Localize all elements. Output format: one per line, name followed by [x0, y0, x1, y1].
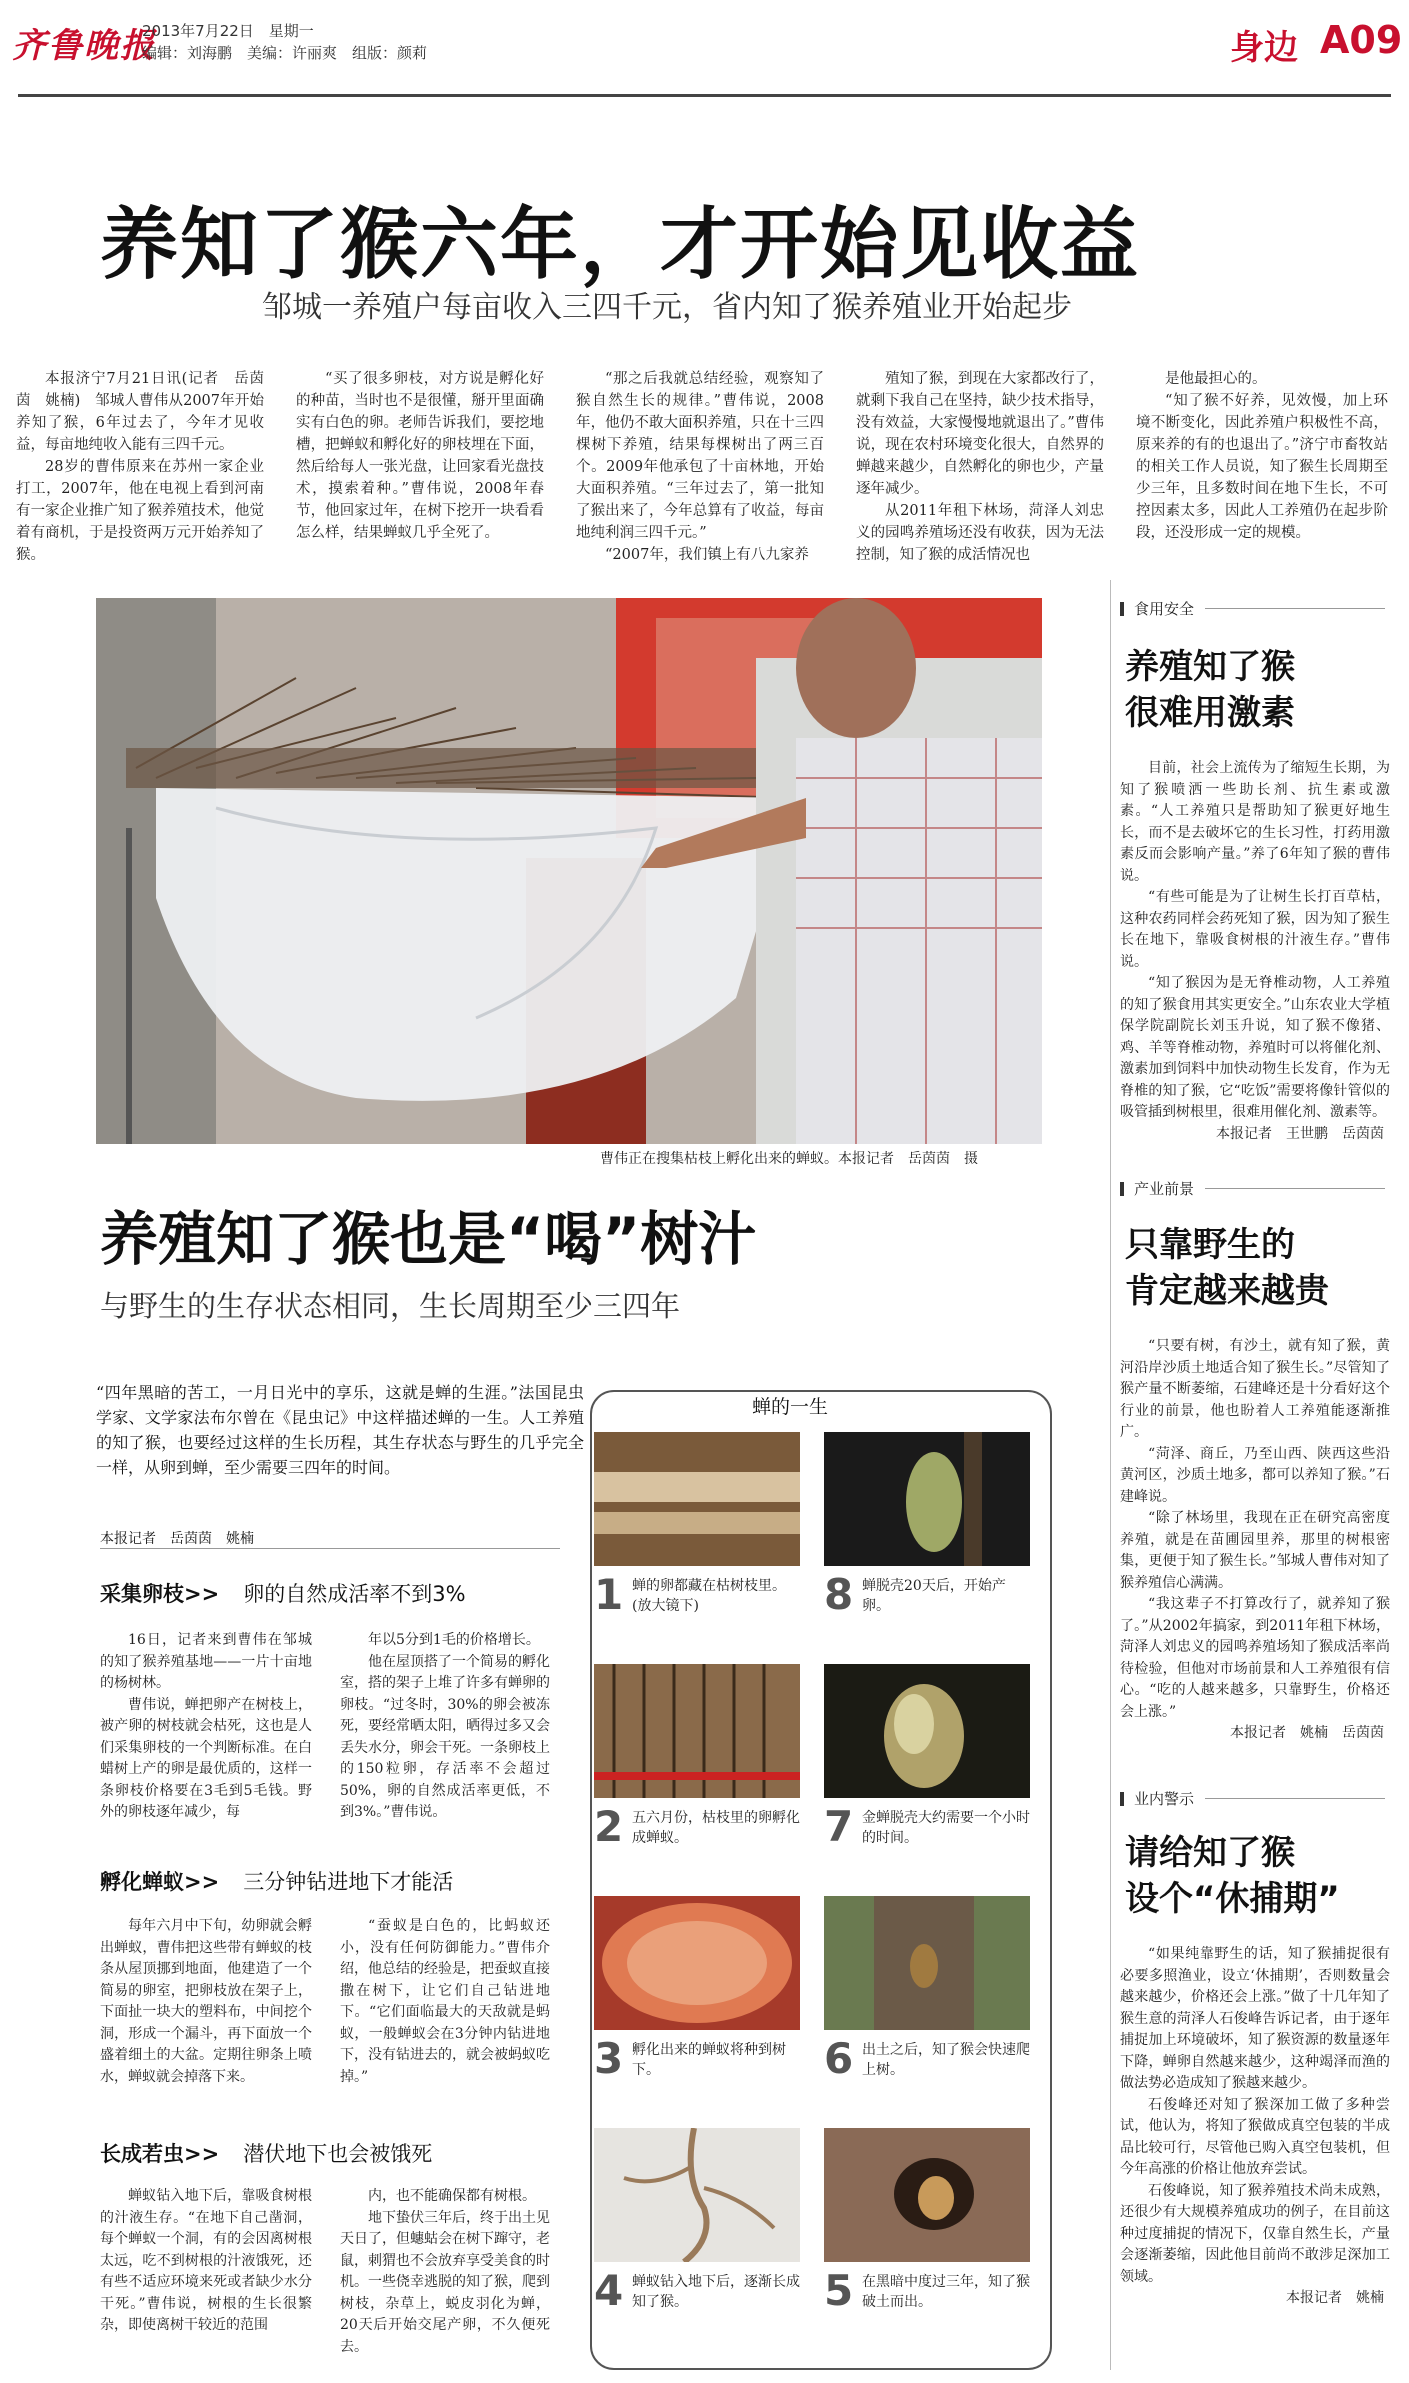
sec1-right — [340, 1630, 550, 1824]
main-col-5 — [1136, 368, 1388, 544]
step-photo — [594, 1896, 800, 2030]
sec1-left — [100, 1630, 312, 1824]
paragraph: “除了林场里，我现在正在研究高密度养殖，就是在苗圃园里养，那里的树根密集，更便于知了猴生长。”邹城人曹伟对知了猴养殖信心满满。 — [1120, 1510, 1390, 1591]
paragraph: 28岁的曹伟原来在苏州一家企业打工，2007年，他在电视上看到河南有一家企业推广知了猴养殖技术，他觉着有商机，于是投资两万元开始养知了猴。 — [16, 459, 264, 563]
paragraph: 曹伟说，蝉把卵产在树枝上，被产卵的树枝就会枯死，这也是人们采集卵枝的一个判断标准。在白蜡树上产的卵是最优质的，这样一条卵枝价格要在3毛到5毛钱。野外的卵枝逐年减少，每 — [100, 1696, 312, 1820]
divider — [1205, 608, 1385, 609]
sidebar-headline: 只靠野生的 肯定越来越贵 — [1125, 1225, 1329, 1311]
main-col-4 — [856, 368, 1104, 566]
step-photo — [824, 2128, 1030, 2262]
paragraph: 石俊峰说，知了猴养殖技术尚未成熟，还很少有大规模养殖成功的例子，在目前这种过度捕捉的情况下，仅靠自然生长，产量会逐渐萎缩，因此他目前尚不敢涉足深加工领域。 — [1120, 2182, 1390, 2285]
step-number: 3 — [594, 2034, 624, 2083]
section-head-1 — [100, 1578, 466, 1608]
main-headline: 养知了猴六年，才开始见收益 — [100, 200, 1141, 290]
step-text: 金蝉脱壳大约需要一个小时的时间。 — [862, 1810, 1030, 1846]
step-text: 五六月份，枯枝里的卵孵化成蝉蚁。 — [632, 1810, 800, 1846]
lifecycle-step — [594, 1896, 800, 2098]
paragraph: 蝉蚁钻入地下后，靠吸食树根的汁液生存。“在地下自己凿洞，每个蝉蚁一个洞，有的会因离树根太远，吃不到树根的汁液饿死，还有些不适应环境来死或者缺少水分干死。”曹伟说，树根的生长很繁杂，即使离树干较近的范围 — [100, 2188, 312, 2333]
sec2-right — [340, 1916, 550, 2088]
paragraph: “菏泽、商丘，乃至山西、陕西这些沿黄河区，沙质土地多，都可以养知了猴。”石建峰说。 — [1120, 1445, 1390, 1505]
sec3-left — [100, 2186, 312, 2337]
second-lead: “四年黑暗的苦工，一月日光中的享乐，这就是蝉的生涯。”法国昆虫学家、文学家法布尔曾在《昆虫记》中这样描述蝉的一生。人工养殖的知了猴，也要经过这样的生长历程，其生存状态与野生的几乎完全一样，从卵到蝉，至少需要三四年的时间。 — [96, 1383, 584, 1477]
step-text: 蝉的卵都藏在枯树枝里。(放大镜下) — [632, 1578, 786, 1614]
paragraph: 他在屋顶搭了一个简易的孵化室，搭的架子上堆了许多有蝉卵的卵枝。“过冬时，30%的卵会被冻死，要经常晒太阳，晒得过多又会丢失水分，卵会干死。一条卵枝上的150粒卵，存活率不会超过50%，卵的自然成活率更低，不到3%。”曹伟说。 — [340, 1653, 550, 1820]
main-photo — [96, 598, 1042, 1144]
paragraph: 石俊峰还对知了猴深加工做了多种尝试，他认为，将知了猴做成真空包装的半成品比较可行，尽管他已购入真空包装机，但今年高涨的价格让他放弃尝试。 — [1120, 2096, 1390, 2177]
sidebar-headline: 请给知了猴 设个“休捕期” — [1125, 1833, 1340, 1919]
step-number: 5 — [824, 2266, 854, 2315]
step-photo — [824, 1432, 1030, 1566]
photo-caption: 曹伟正在搜集枯枝上孵化出来的蝉蚁。本报记者 岳茵茵 摄 — [600, 1151, 978, 1167]
divider — [1205, 1188, 1385, 1189]
section-name: 身边 — [1230, 28, 1298, 68]
sidebar-article-3 — [1120, 1944, 1390, 2310]
paragraph: 目前，社会上流传为了缩短生长期，为知了猴喷洒一些助长剂、抗生素或激素。“人工养殖只是帮助知了猴更好地生长，而不是去破坏它的生长习性，打药用激素反而会影响产量。”养了6年知了猴的曹伟说。 — [1120, 760, 1390, 884]
lifecycle-step — [594, 1432, 800, 1634]
main-col-1 — [16, 368, 264, 566]
second-subhead: 与野生的生存状态相同，生长周期至少三四年 — [100, 1289, 681, 1323]
section-title: 三分钟钻进地下才能活 — [243, 1870, 454, 1894]
paragraph: 从2011年租下林场，菏泽人刘忠义的园鸣养殖场还没有收获，因为无法控制，知了猴的成活情况也 — [856, 503, 1104, 563]
step-number: 8 — [824, 1570, 854, 1619]
sidebar-byline: 本报记者 姚楠 — [1286, 2290, 1384, 2306]
step-number: 6 — [824, 2034, 854, 2083]
paragraph: “有些可能是为了让树生长打百草枯，这种农药同样会药死知了猴，因为知了猴生长在地下，靠吸食树根的汁液生存。”曹伟说。 — [1120, 889, 1390, 970]
main-col-2 — [296, 368, 544, 544]
step-photo — [594, 1664, 800, 1798]
divider — [100, 1548, 560, 1549]
second-byline: 本报记者 岳茵茵 姚楠 — [100, 1528, 260, 1548]
paragraph: 地下蛰伏三年后，终于出土见天日了，但蟪蛄会在树下蹿守，老鼠，刺猬也不会放弃享受美食的时机。一些侥幸逃脱的知了猴，爬到树枝，杂草上，蜕皮羽化为蝉，20天后开始交尾产卵，不久便死去。 — [340, 2209, 550, 2355]
main-subhead: 邹城一养殖户每亩收入三四千元，省内知了猴养殖业开始起步 — [262, 290, 1072, 325]
lifecycle-step — [824, 1896, 1030, 2098]
section-key: 孵化蝉蚁>> — [100, 1870, 220, 1894]
step-photo — [824, 1896, 1030, 2030]
issue-date: 2013年7月22日 星期一 — [142, 22, 314, 40]
sidebar-tag: 产业前景 — [1120, 1178, 1194, 1199]
section-head-3 — [100, 2138, 432, 2168]
step-text: 蝉蚁钻入地下后，逐渐长成知了猴。 — [632, 2274, 800, 2310]
sidebar-article-1 — [1120, 758, 1390, 1145]
sidebar-byline: 本报记者 姚楠 岳茵茵 — [1230, 1725, 1384, 1741]
paragraph: “2007年，我们镇上有八九家养 — [605, 547, 809, 563]
paragraph: 本报济宁7月21日讯(记者 岳茵茵 姚楠) 邹城人曹伟从2007年开始养知了猴，6年过去了，今年才见收益，每亩地纯收入能有三四千元。 — [16, 371, 264, 453]
paragraph: “如果纯靠野生的话，知了猴捕捉很有必要多照渔业，设立‘休捕期’，否则数量会越来越少，价格还会上涨。”做了十几年知了猴生意的菏泽人石俊峰告诉记者，由于逐年捕捉加上环境破坏，知了猴资源的数量逐年下降，蝉卵自然越来越少，这种竭泽而渔的做法势必造成知了猴越来越少。 — [1120, 1946, 1390, 2091]
paragraph: 每年六月中下旬，幼卵就会孵出蝉蚁，曹伟把这些带有蝉蚁的枝条从屋顶挪到地面，他建造了一个简易的卵室，把卵枝放在架子上，下面扯一块大的塑料布，中间挖个洞，形成一个漏斗，再下面放一个盛着细土的大盆。定期往卵条上喷水，蝉蚁就会掉落下来。 — [100, 1918, 312, 2085]
main-col-3 — [576, 368, 824, 566]
lifecycle-step — [824, 2128, 1030, 2330]
sidebar-byline: 本报记者 王世鹏 岳茵茵 — [1216, 1125, 1384, 1142]
step-number: 2 — [594, 1802, 624, 1851]
masthead-logo: 齐鲁晚报 — [12, 26, 156, 66]
paragraph: “我这辈子不打算改行了，就养知了猴了。”从2002年搞家，到2011年租下林场，菏泽人刘忠义的园鸣养殖场知了猴成活率尚待检验，但他对市场前景和人工养殖很有信心。“吃的人越来越多，只靠野生，价格还会上涨。” — [1120, 1596, 1390, 1720]
step-text: 蝉脱壳20天后，开始产卵。 — [862, 1578, 1006, 1614]
section-key: 长成若虫>> — [100, 2142, 220, 2166]
lifecycle-step — [594, 2128, 800, 2330]
step-number: 7 — [824, 1802, 854, 1851]
paragraph: “买了很多卵枝，对方说是孵化好的种苗，当时也不是很懂，掰开里面确实有白色的卵。老师告诉我们，要挖地槽，把蝉蚁和孵化好的卵枝埋在下面，然后给每人一张光盘，让回家看光盘技术，摸索着种。”曹伟说，2008年春节，他回家过年，在树下挖开一块看看怎么样，结果蝉蚁几乎全死了。 — [296, 371, 544, 541]
section-key: 采集卵枝>> — [100, 1582, 220, 1606]
step-photo — [594, 1432, 800, 1566]
lifecycle-step — [824, 1664, 1030, 1866]
paragraph: “那之后我就总结经验，观察知了猴自然生长的规律。”曹伟说，2008年，他仍不敢大面积养殖，只在十三四棵树下养殖，结果每棵树出了两三百个。2009年他承包了十亩林地，开始大面积养殖。“三年过去了，第一批知了猴出来了，今年总算有了收益，每亩地纯利润三四千元。” — [576, 371, 824, 541]
section-title: 卵的自然成活率不到3% — [243, 1582, 466, 1606]
sidebar-tag: 食用安全 — [1120, 598, 1194, 619]
paragraph: 殖知了猴，到现在大家都改行了，就剩下我自己在坚持，缺少技术指导，没有效益，大家慢慢地就退出了。”曹伟说，现在农村环境变化很大，自然界的蝉越来越少，自然孵化的卵也少，产量逐年减少。 — [856, 371, 1104, 497]
step-text: 出土之后，知了猴会快速爬上树。 — [862, 2042, 1030, 2078]
page-editors: 编辑：刘海鹏 美编：许丽爽 组版：颜莉 — [142, 44, 428, 62]
paragraph: 16日，记者来到曹伟在邹城的知了猴养殖基地——一片十亩地的杨树林。 — [100, 1632, 312, 1691]
page-number: A09 — [1320, 18, 1403, 62]
paragraph: “知了猴不好养，见效慢，加上环境不断变化，因此养殖户积极性不高，原来养的有的也退出了。”济宁市畜牧站的相关工作人员说，知了猴生长周期至少三年，且多数时间在地下生长，不可控因素太多，因此人工养殖仍在起步阶段，还没形成一定的规模。 — [1136, 393, 1388, 541]
section-title: 潜伏地下也会被饿死 — [243, 2142, 433, 2166]
divider — [1205, 1798, 1385, 1799]
step-photo — [594, 2128, 800, 2262]
lifecycle-step — [594, 1664, 800, 1866]
section-head-2 — [100, 1866, 453, 1896]
lifecycle-step — [824, 1432, 1030, 1634]
sidebar-tag: 业内警示 — [1120, 1788, 1194, 1809]
step-text: 在黑暗中度过三年，知了猴破土而出。 — [862, 2274, 1030, 2310]
paragraph: “蚕蚁是白色的，比蚂蚁还小，没有任何防御能力。”曹伟介绍，他总结的经验是，把蚕蚁直接撒在树下，让它们自己钻进地下。“它们面临最大的天敌就是蚂蚁，一般蝉蚁会在3分钟内钻进地下，没有钻进去的，就会被蚂蚁吃掉。” — [340, 1918, 550, 2085]
step-photo — [824, 1664, 1030, 1798]
header-rule — [18, 94, 1391, 97]
paragraph: 内，也不能确保都有树根。 — [368, 2188, 536, 2204]
step-number: 4 — [594, 2266, 624, 2315]
sec3-right — [340, 2186, 550, 2358]
issue-meta — [142, 20, 427, 64]
sec2-left — [100, 1916, 312, 2088]
step-number: 1 — [594, 1570, 624, 1619]
sidebar-divider — [1110, 580, 1111, 2370]
paragraph: 年以5分到1毛的价格增长。 — [368, 1632, 540, 1648]
step-text: 孵化出来的蝉蚁将种到树下。 — [632, 2042, 786, 2078]
paragraph: 是他最担心的。 — [1165, 371, 1267, 387]
paragraph: “知了猴因为是无脊椎动物，人工养殖的知了猴食用其实更安全。”山东农业大学植保学院副院长刘玉升说，知了猴不像猪、鸡、羊等脊椎动物，养殖时可以将催化剂、激素加到饲料中加快动物生长发育，作为无脊椎的知了猴，它“吃饭”需要将像针管似的吸管插到树根里，很难用催化剂、激素等。 — [1120, 975, 1390, 1120]
sidebar-article-2 — [1120, 1336, 1390, 1745]
paragraph: “只要有树，有沙土，就有知了猴，黄河沿岸沙质土地适合知了猴生长。”尽管知了猴产量不断萎缩，石建峰还是十分看好这个行业的前景，他也盼着人工养殖能逐渐推广。 — [1120, 1338, 1390, 1440]
second-headline: 养殖知了猴也是“喝”树汁 — [100, 1205, 757, 1273]
lifecycle-title: 蝉的一生 — [742, 1392, 838, 1419]
sidebar-headline: 养殖知了猴 很难用激素 — [1125, 647, 1295, 733]
